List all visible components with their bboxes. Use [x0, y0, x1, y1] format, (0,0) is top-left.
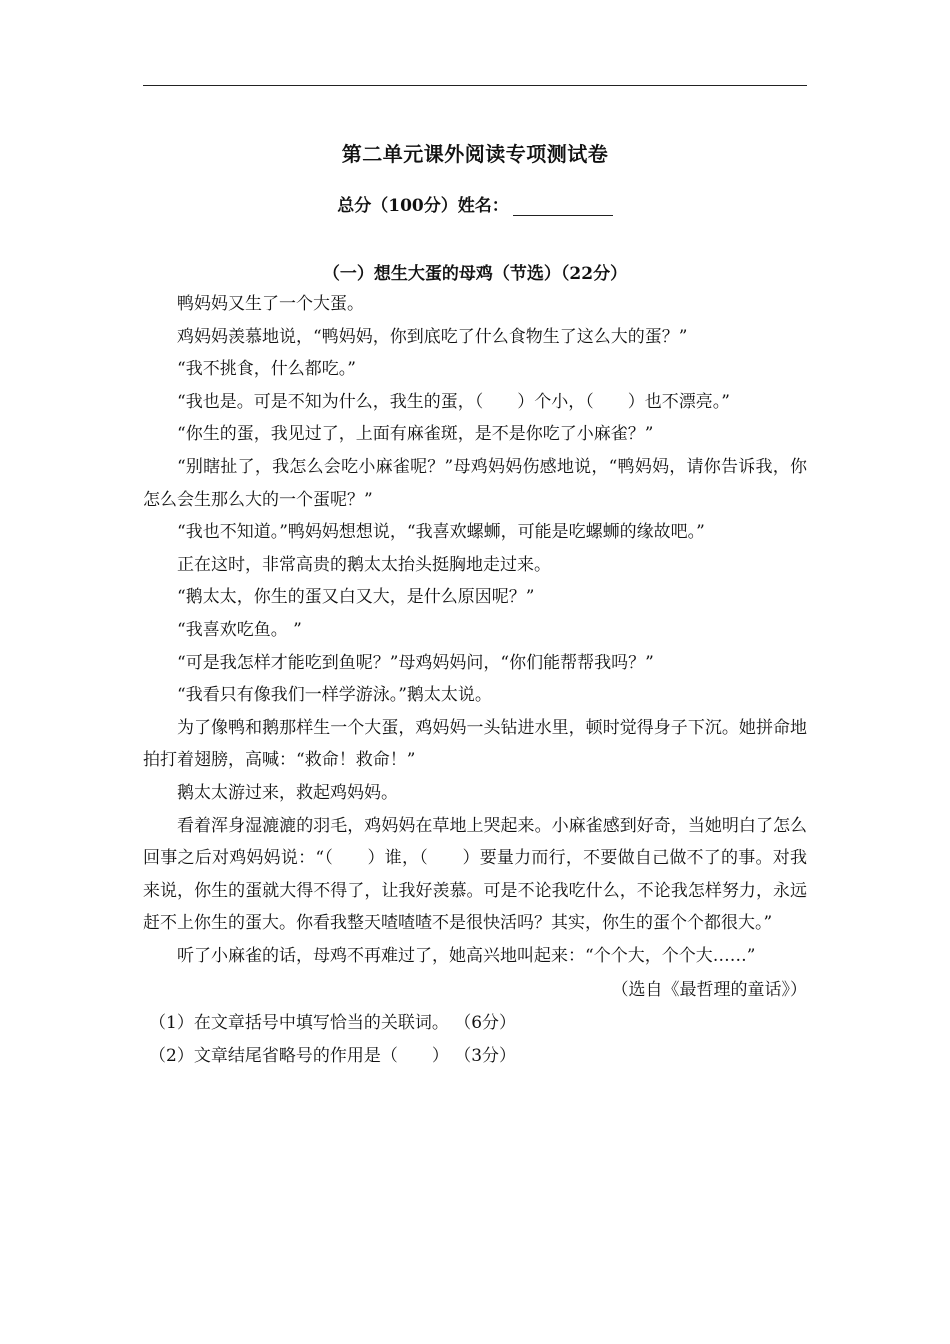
story-paragraph: “我看只有像我们一样学游泳。”鹅太太说。 [177, 685, 492, 706]
story-paragraph: 听了小麻雀的话，母鸡不再难过了，她高兴地叫起来：“个个大，个个大……” [177, 945, 756, 966]
story-source: （选自《最哲理的童话》） [611, 980, 807, 1001]
story-paragraph: 正在这时，非常高贵的鹅太太抬头挺胸地走过来。 [177, 554, 551, 575]
story-paragraph: 为了像鸭和鹅那样生一个大蛋，鸡妈妈一头钻进水里，顿时觉得身子下沉。她拼命地拍打着翅膀，高喊：“救命！救命！” [143, 717, 807, 771]
name-blank[interactable] [513, 197, 613, 216]
story-paragraph: 看着浑身湿漉漉的羽毛，鸡妈妈在草地上哭起来。小麻雀感到好奇，当她明白了怎么回事之后对鸡妈妈说：“（ ）谁，（ ）要量力而行，不要做自己做不了的事。对我来说，你生的蛋就大得不得了，让我好羡慕。可是不论我吃什么，不论我怎样努力，永远赶不上你生的蛋大。你看我整天喳喳喳不是很快活吗？其实，你生的蛋个个都很大。” [143, 815, 807, 934]
story-paragraph: “我不挑食，什么都吃。” [177, 359, 356, 380]
story-paragraph: “鹅太太，你生的蛋又白又大，是什么原因呢？” [177, 587, 535, 608]
page-title: 第二单元课外阅读专项测试卷 [341, 142, 609, 166]
story-paragraph: “我喜欢吃鱼。 ” [177, 619, 302, 640]
story-paragraph: 鹅太太游过来，救起鸡妈妈。 [177, 782, 398, 803]
score-label: 总分（100分）姓名： [337, 196, 509, 216]
story-paragraph: 鸭妈妈又生了一个大蛋。 [177, 294, 364, 314]
story-paragraph: 鸡妈妈羡慕地说，“鸭妈妈，你到底吃了什么食物生了这么大的蛋？” [177, 326, 688, 347]
story-paragraph: “我也不知道。”鸭妈妈想想说，“我喜欢螺蛳，可能是吃螺蛳的缘故吧。” [177, 522, 705, 543]
story-paragraph: “别瞎扯了，我怎么会吃小麻雀呢？”母鸡妈妈伤感地说，“鸭妈妈，请你告诉我，你怎么会生那么大的一个蛋呢？” [143, 456, 807, 510]
header-rule [143, 85, 807, 86]
story-body [143, 288, 807, 1072]
story-paragraph: “我也是。可是不知为什么，我生的蛋，（ ）个小，（ ）也不漂亮。” [177, 391, 730, 412]
section-heading: （一）想生大蛋的母鸡（节选）（22分） [322, 264, 628, 284]
story-paragraph: “你生的蛋，我见过了，上面有麻雀斑，是不是你吃了小麻雀？” [177, 424, 654, 445]
story-paragraph: “可是我怎样才能吃到鱼呢？”母鸡妈妈问，“你们能帮帮我吗？” [177, 652, 654, 673]
score-name-line [0, 191, 950, 216]
question-2: （2）文章结尾省略号的作用是（ ） （3分） [149, 1045, 517, 1066]
question-1: （1）在文章括号中填写恰当的关联词。 （6分） [149, 1013, 517, 1034]
